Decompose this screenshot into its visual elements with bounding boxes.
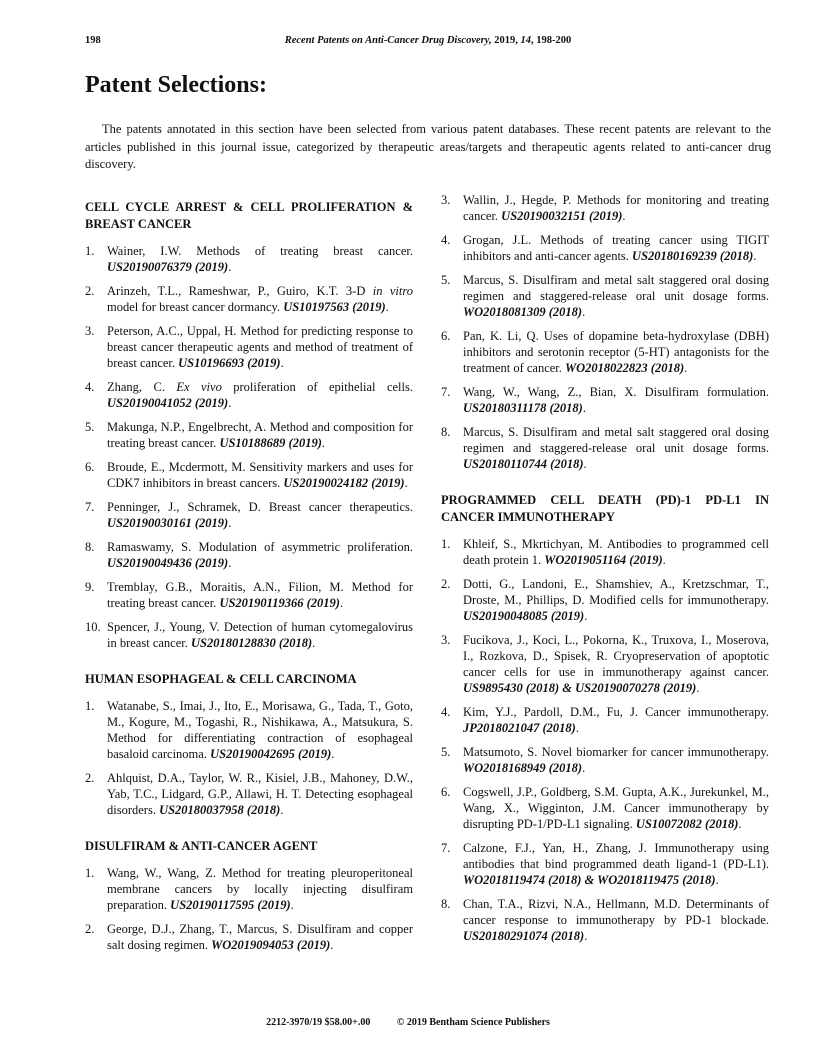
section-spacer [85, 659, 413, 671]
entry-description: . [385, 300, 389, 314]
patent-entry [85, 283, 413, 315]
entry-description: Spencer, J., Young, V. Detection of human cytomegalovirus in breast cancer. [107, 620, 413, 650]
entry-text [463, 192, 769, 224]
patent-number: US20190049436 (2019) [107, 556, 229, 570]
section-heading: DISULFIRAM & ANTI-CANCER AGENT [85, 839, 318, 853]
entry-description: Wang, W., Wang, Z. Method for treating pleuroperitoneal membrane cancers by locally injecting disulfiram preparation. [107, 866, 413, 912]
entry-description: Peterson, A.C., Uppal, H. Method for predicting response to breast cancer therapeutic agents and method of treatment of breast cancer. [107, 324, 413, 370]
entry-description: . [321, 436, 326, 450]
patent-entry [85, 243, 413, 275]
entry-description: . [582, 761, 586, 775]
entry-description: Zhang, C. [107, 380, 177, 394]
entry-number: 1. [85, 244, 95, 258]
patent-entry [85, 379, 413, 411]
patent-number: US20190041052 (2019) [107, 396, 229, 410]
entry-text [107, 243, 413, 275]
entry-description: . [330, 938, 334, 952]
entry-text [107, 499, 413, 531]
patent-entry [85, 921, 413, 953]
entry-description: Ramaswamy, S. Modulation of asymmetric proliferation. [107, 540, 413, 554]
entry-number: 9. [85, 580, 95, 594]
entry-description: Wallin, J., Hegde, P. Methods for monitoring and treating cancer. [463, 193, 769, 223]
entry-text [107, 619, 413, 651]
entry-description: Broude, E., Mcdermott, M. Sensitivity markers and uses for CDK7 inhibitors in breast cancers. [107, 460, 413, 490]
page-number: 198 [85, 35, 101, 46]
entry-text [463, 632, 769, 696]
entry-description: Makunga, N.P., Engelbrecht, A. Method and composition for treating breast cancer. [107, 420, 413, 450]
entry-description: Watanabe, S., Imai, J., Ito, E., Morisawa, G., Tada, T., Goto, M., Kogure, M., Togashi, R., Nishikawa, A., Matsukura, S. Method for differentiating contraction of esophageal basaloid carcinoma. [107, 699, 413, 761]
patent-number: US20180128830 (2018) [190, 636, 313, 650]
section-spacer [441, 952, 769, 964]
section-heading: CELL CYCLE ARREST & CELL PROLIFERATION & BREAST CANCER [85, 200, 413, 231]
entry-text [463, 384, 769, 416]
entry-description: . [404, 476, 408, 490]
patent-number: US20180311178 (2018) [463, 401, 583, 415]
journal-pages: , 198-200 [531, 35, 572, 46]
italic-term: Ex vivo [176, 380, 222, 394]
entry-description: Ahlquist, D.A., Taylor, W. R., Kisiel, J.B., Mahoney, D.W., Yab, T.C., Lidgard, G.P., Allawi, H. T. Detecting esophageal disorders. [107, 771, 413, 817]
entry-description: George, D.J., Zhang, T., Marcus, S. Disulfiram and copper salt dosing regimen. [107, 922, 413, 952]
entry-description: . [584, 609, 588, 623]
entry-description: . [575, 721, 579, 735]
entry-description: . [582, 401, 586, 415]
entry-description: . [584, 929, 588, 943]
entry-description: . [684, 361, 688, 375]
entry-description: Fucikova, J., Koci, L., Pokorna, K., Truxova, I., Moserova, I., Rozkova, D., Spisek, R. Cryopreservation of apoptotic cancer cells for use in immunotherapy against cancer. [463, 633, 769, 679]
entry-number: 7. [441, 385, 451, 399]
entry-number: 5. [441, 273, 451, 287]
patent-entry [441, 424, 769, 472]
entry-description: Grogan, J.L. Methods of treating cancer using TIGIT inhibitors and anti-cancer agents. [463, 233, 769, 263]
entry-number: 6. [441, 329, 451, 343]
entry-description: . [696, 681, 700, 695]
running-header [85, 35, 771, 51]
journal-name: Recent Patents on Anti-Cancer Drug Discovery, [284, 35, 492, 46]
entry-number: 7. [85, 500, 95, 514]
patent-entry [85, 419, 413, 451]
patent-number: WO2018168949 (2018) [463, 761, 583, 775]
entry-number: 8. [85, 540, 95, 554]
entry-description: . [738, 817, 742, 831]
intro-paragraph: The patents annotated in this section have been selected from various patent databases. These recent patents are relevant to the articles published in this journal issue, categorized by therapeutic areas/targets and therapeutic agents related to anti-cancer drug discovery. [85, 122, 771, 172]
patent-number: US20190117595 (2019) [170, 898, 291, 912]
entry-number: 4. [85, 380, 95, 394]
entry-description: Arinzeh, T.L., Rameshwar, P., Guiro, K.T. 3-D [107, 284, 373, 298]
entry-number: 1. [85, 699, 95, 713]
entry-description: . [715, 873, 719, 887]
patent-number: US20180291074 (2018) [463, 929, 585, 943]
patent-entry [85, 770, 413, 818]
section-heading: PROGRAMMED CELL DEATH (PD)-1 PD-L1 IN CANCER IMMUNOTHERAPY [441, 493, 769, 524]
entry-text [107, 323, 413, 371]
entry-text [463, 232, 769, 264]
entry-number: 2. [85, 771, 95, 785]
patent-number: US20180110744 (2018) [463, 457, 584, 471]
entry-text [463, 704, 769, 736]
entry-description: Khleif, S., Mkrtichyan, M. Antibodies to programmed cell death protein 1. [463, 537, 769, 567]
entry-description: Marcus, S. Disulfiram and metal salt staggered oral dosing regimen and staggered-release oral unit dosage forms. [463, 273, 769, 303]
entry-text [463, 328, 769, 376]
patent-number: US10197563 (2019) [283, 300, 386, 314]
entry-text [107, 698, 413, 762]
entry-description: . [331, 747, 335, 761]
entry-description: . [228, 260, 232, 274]
entry-description: proliferation of epithelial cells. [221, 380, 413, 394]
entry-description: . [339, 596, 344, 610]
patent-entry [85, 499, 413, 531]
entry-description: . [582, 305, 586, 319]
entry-text [463, 424, 769, 472]
patent-number: US20190048085 (2019) [463, 609, 585, 623]
patent-entry [441, 896, 769, 944]
entry-text [463, 744, 769, 776]
entry-text [463, 272, 769, 320]
patent-number: WO2018119474 (2018) & WO2018119475 (2018) [463, 873, 716, 887]
entry-description: Cogswell, J.P., Goldberg, S.M. Gupta, A.K., Jurekunkel, M., Wang, X., Wigginton, J.M. Cancer immunotherapy by disrupting PD-1/PD-L1 signaling. [463, 785, 769, 831]
entry-description: Dotti, G., Landoni, E., Shamshiev, A., Kretzschmar, T., Droste, M., Phillips, D. Modified cells for immunotherapy. [463, 577, 769, 607]
patent-entry [85, 865, 413, 913]
page-title: Patent Selections: [85, 72, 267, 98]
entry-description: . [280, 356, 284, 370]
entry-description: . [622, 209, 626, 223]
patent-entry [85, 619, 413, 651]
patent-number: US20190042695 (2019) [210, 747, 332, 761]
entry-number: 1. [85, 866, 95, 880]
entry-description: Kim, Y.J., Pardoll, D.M., Fu, J. Cancer immunotherapy. [463, 705, 769, 719]
left-column [85, 199, 413, 973]
patent-number: US20180037958 (2018) [159, 803, 281, 817]
patent-number: US9895430 (2018) & US20190070278 (2019) [463, 681, 697, 695]
entry-text [463, 784, 769, 832]
entry-number: 2. [441, 577, 451, 591]
entry-number: 7. [441, 841, 451, 855]
entry-description: . [312, 636, 316, 650]
patent-entry [441, 272, 769, 320]
entry-text [107, 865, 413, 913]
section-spacer [441, 480, 769, 492]
entry-number: 6. [441, 785, 451, 799]
entry-text [107, 419, 413, 451]
entry-text [463, 576, 769, 624]
entry-description: Marcus, S. Disulfiram and metal salt staggered oral dosing regimen and staggered-release oral unit dosage forms. [463, 425, 769, 455]
page-footer [0, 1017, 816, 1028]
entry-text [463, 536, 769, 568]
patent-number: WO2018022823 (2018) [565, 361, 685, 375]
patent-number: US10196693 (2019) [178, 356, 281, 370]
entry-number: 4. [441, 233, 451, 247]
journal-citation [85, 35, 771, 46]
patent-number: US10188689 (2019) [219, 436, 322, 450]
entry-number: 8. [441, 425, 451, 439]
patent-number: WO2019051164 (2019) [544, 553, 663, 567]
entry-description: Wainer, I.W. Methods of treating breast cancer. [107, 244, 413, 258]
entry-text [107, 379, 413, 411]
entry-description: Chan, T.A., Rizvi, N.A., Hellmann, M.D. Determinants of cancer response to immunotherapy by PD-1 blockade. [463, 897, 769, 927]
copyright: © 2019 Bentham Science Publishers [396, 1017, 550, 1028]
entry-number: 5. [85, 420, 95, 434]
entry-description: Tremblay, G.B., Moraitis, A.N., Filion, M. Method for treating breast cancer. [107, 580, 413, 610]
patent-entry [441, 536, 769, 568]
section-spacer [85, 961, 413, 973]
entry-description: . [280, 803, 284, 817]
entry-number: 1. [441, 537, 451, 551]
patent-entry [441, 704, 769, 736]
entry-number: 5. [441, 745, 451, 759]
journal-year: 2019, [491, 35, 521, 46]
patent-number: US20190024182 (2019) [283, 476, 405, 490]
entry-number: 4. [441, 705, 451, 719]
entry-number: 3. [441, 633, 451, 647]
patent-number: US10072082 (2018) [635, 817, 739, 831]
patent-number: US20190030161 (2019) [107, 516, 229, 530]
patent-entry [441, 784, 769, 832]
entry-description: Matsumoto, S. Novel biomarker for cancer immunotherapy. [463, 745, 769, 759]
patent-number: US20190076379 (2019) [107, 260, 229, 274]
entry-description: Penninger, J., Schramek, D. Breast cancer therapeutics. [107, 500, 413, 514]
patent-number: US20180169239 (2018) [632, 249, 754, 263]
patent-entry [85, 698, 413, 762]
entry-description: . [662, 553, 666, 567]
right-column [441, 192, 769, 964]
patent-entry [85, 459, 413, 491]
patent-entry [441, 328, 769, 376]
entry-text [107, 283, 413, 315]
patent-number: WO2018081309 (2018) [463, 305, 583, 319]
entry-text [107, 539, 413, 571]
patent-entry [441, 632, 769, 696]
entry-number: 6. [85, 460, 95, 474]
entry-description: . [583, 457, 587, 471]
entry-text [463, 840, 769, 888]
patent-entry [85, 539, 413, 571]
issn-price: 2212-3970/19 $58.00+.00 [266, 1017, 371, 1028]
patent-entry [441, 232, 769, 264]
entry-description: . [228, 516, 232, 530]
entry-description: Calzone, F.J., Yan, H., Zhang, J. Immunotherapy using antibodies that bind programmed death ligand-1 (PD-L1). [463, 841, 769, 871]
patent-number: US20190119366 (2019) [219, 596, 340, 610]
entry-description: . [228, 396, 232, 410]
entry-text [463, 896, 769, 944]
patent-entry [441, 192, 769, 224]
entry-number: 3. [441, 193, 451, 207]
section-spacer [85, 826, 413, 838]
entry-description: . [290, 898, 294, 912]
patent-entry [441, 576, 769, 624]
section-heading: HUMAN ESOPHAGEAL & CELL CARCINOMA [85, 672, 357, 686]
entry-description: model for breast cancer dormancy. [107, 300, 284, 314]
entry-number: 10. [85, 620, 101, 634]
entry-number: 8. [441, 897, 451, 911]
entry-text [107, 579, 413, 611]
entry-number: 2. [85, 284, 95, 298]
entry-text [107, 770, 413, 818]
patent-number: WO2019094053 (2019) [211, 938, 331, 952]
patent-entry [441, 384, 769, 416]
journal-volume: 14 [520, 35, 531, 46]
patent-entry [85, 323, 413, 371]
entry-description: Pan, K. Li, Q. Uses of dopamine beta-hydroxylase (DBH) inhibitors and serotonin receptor (5-HT) antagonists for the treatment of cancer. [463, 329, 769, 375]
italic-term: in vitro [372, 284, 413, 298]
entry-description: . [753, 249, 757, 263]
entry-text [107, 921, 413, 953]
entry-number: 2. [85, 922, 95, 936]
entry-description: Wang, W., Wang, Z., Bian, X. Disulfiram formulation. [463, 385, 769, 399]
entry-number: 3. [85, 324, 95, 338]
entry-description: . [228, 556, 232, 570]
patent-number: US20190032151 (2019) [501, 209, 623, 223]
patent-entry [85, 579, 413, 611]
patent-entry [441, 840, 769, 888]
patent-number: JP2018021047 (2018) [463, 721, 576, 735]
entry-text [107, 459, 413, 491]
patent-entry [441, 744, 769, 776]
